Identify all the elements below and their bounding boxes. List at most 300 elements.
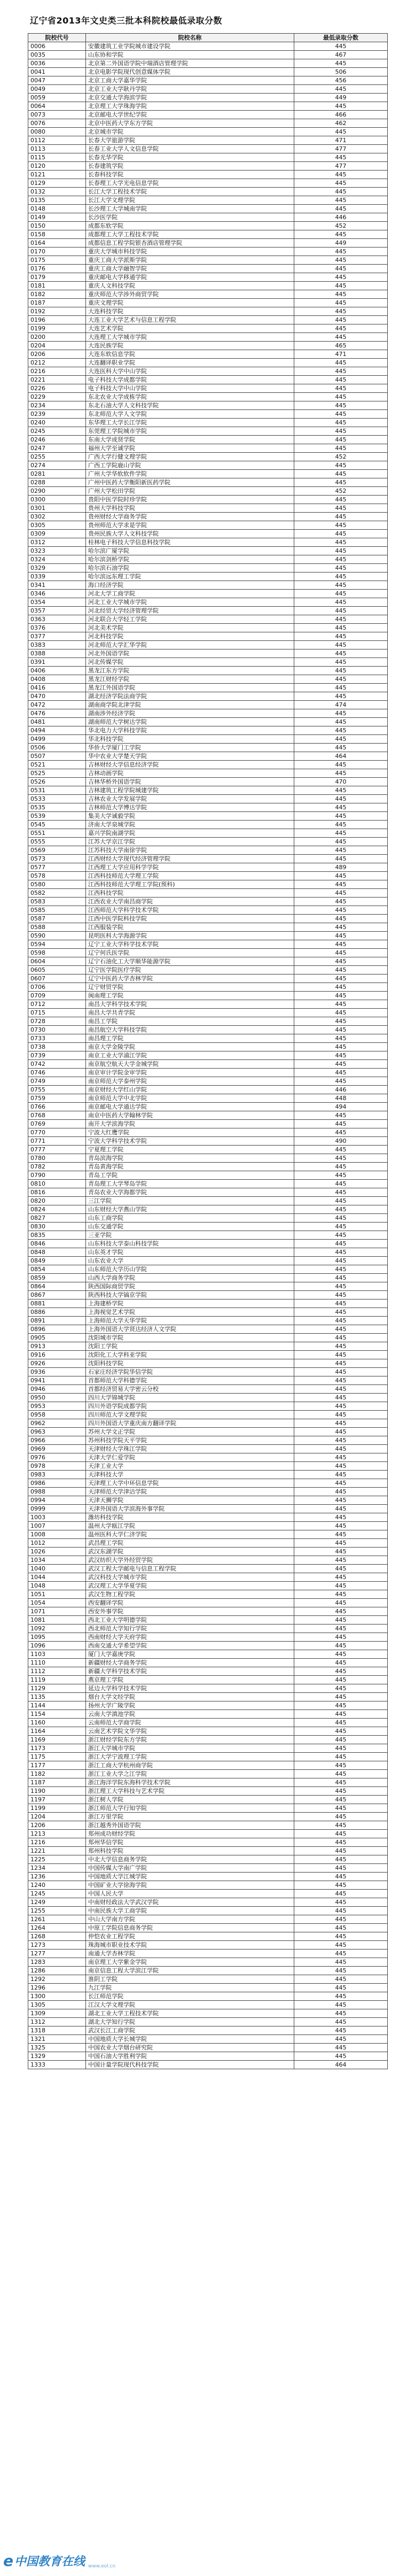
school-name: 青岛滨海学院	[86, 1154, 294, 1163]
school-name: 重庆工商大学派斯学院	[86, 256, 294, 265]
table-row	[28, 2052, 388, 2061]
table-row	[28, 222, 388, 230]
table-row	[28, 1137, 388, 1146]
admission-score-table	[28, 33, 388, 2069]
table-row	[28, 376, 388, 384]
table-row	[28, 94, 388, 102]
school-code: 0472	[28, 701, 86, 709]
min-score: 445	[294, 171, 388, 179]
min-score: 445	[294, 1975, 388, 1984]
school-code: 0706	[28, 983, 86, 992]
school-code: 0323	[28, 547, 86, 555]
school-code: 0712	[28, 1000, 86, 1009]
min-score: 445	[294, 898, 388, 906]
school-name: 桂林电子科技大学信息科技学院	[86, 538, 294, 547]
school-name: 武汉东湖学院	[86, 1548, 294, 1556]
school-name: 河北工业大学城市学院	[86, 598, 294, 607]
table-row	[28, 1445, 388, 1453]
school-name: 江苏科技大学南徐学院	[86, 846, 294, 855]
school-name: 北京邮电大学世纪学院	[86, 111, 294, 119]
table-row	[28, 940, 388, 949]
school-code: 0229	[28, 393, 86, 401]
table-row	[28, 966, 388, 974]
min-score: 445	[294, 205, 388, 213]
min-score: 445	[294, 1753, 388, 1761]
school-name: 大连医科大学中山学院	[86, 367, 294, 376]
min-score: 445	[294, 1120, 388, 1128]
table-row	[28, 324, 388, 333]
min-score: 445	[294, 359, 388, 367]
school-name: 江西中医学院科技学院	[86, 915, 294, 923]
school-code: 1240	[28, 1881, 86, 1890]
school-name: 集美大学诚毅学院	[86, 812, 294, 821]
table-row	[28, 761, 388, 769]
school-name: 东北石油大学人文科技学院	[86, 401, 294, 410]
school-code: 0341	[28, 581, 86, 590]
table-row	[28, 1890, 388, 1898]
table-row	[28, 496, 388, 504]
table-row	[28, 145, 388, 153]
school-code: 0770	[28, 1128, 86, 1137]
school-code: 1119	[28, 1676, 86, 1684]
min-score: 445	[294, 1299, 388, 1308]
school-code: 1333	[28, 2061, 86, 2069]
min-score: 445	[294, 1565, 388, 1573]
school-name: 辽宁财贸学院	[86, 983, 294, 992]
table-row	[28, 1205, 388, 1214]
table-row	[28, 1778, 388, 1787]
school-code: 1103	[28, 1650, 86, 1659]
min-score: 445	[294, 1214, 388, 1223]
table-row	[28, 230, 388, 239]
school-code: 0539	[28, 812, 86, 821]
min-score: 445	[294, 709, 388, 718]
school-code: 0605	[28, 966, 86, 974]
min-score: 445	[294, 735, 388, 744]
min-score: 445	[294, 1530, 388, 1539]
table-row	[28, 1505, 388, 1513]
school-code: 0312	[28, 538, 86, 547]
school-code: 0780	[28, 1154, 86, 1163]
school-code: 1199	[28, 1804, 86, 1813]
min-score: 445	[294, 2026, 388, 2035]
table-row	[28, 1325, 388, 1334]
min-score: 445	[294, 1727, 388, 1736]
school-name: 广州大学松田学院	[86, 487, 294, 496]
table-row	[28, 581, 388, 590]
table-row	[28, 812, 388, 821]
school-name: 华中农业大学楚天学院	[86, 752, 294, 761]
min-score: 445	[294, 1847, 388, 1855]
school-name: 上海建桥学院	[86, 1299, 294, 1308]
school-name: 宁波大红鹰学院	[86, 1128, 294, 1137]
table-row	[28, 1727, 388, 1736]
school-code: 0120	[28, 162, 86, 171]
logo-icon: e	[3, 2551, 13, 2570]
school-code: 1051	[28, 1590, 86, 1599]
table-row	[28, 863, 388, 872]
table-row	[28, 85, 388, 94]
school-name: 沈阳城市学院	[86, 1334, 294, 1342]
min-score: 445	[294, 769, 388, 778]
school-code: 0196	[28, 316, 86, 324]
school-name: 湖南商学院北津学院	[86, 701, 294, 709]
school-code: 1309	[28, 2009, 86, 2018]
table-row	[28, 1667, 388, 1676]
table-row	[28, 1248, 388, 1257]
school-code: 1071	[28, 1607, 86, 1616]
min-score: 445	[294, 324, 388, 333]
school-name: 西南财经大学天府学院	[86, 1633, 294, 1642]
min-score: 445	[294, 1633, 388, 1642]
school-name: 四川师范大学文理学院	[86, 1411, 294, 1419]
school-name: 黑龙江财经学院	[86, 675, 294, 684]
school-name: 九江学院	[86, 1984, 294, 1992]
min-score: 474	[294, 701, 388, 709]
table-row	[28, 641, 388, 649]
table-row	[28, 1000, 388, 1009]
school-code: 1187	[28, 1778, 86, 1787]
school-code: 0274	[28, 461, 86, 470]
min-score: 445	[294, 2052, 388, 2061]
school-name: 燕京理工学院	[86, 1676, 294, 1684]
table-row	[28, 1941, 388, 1950]
school-code: 1264	[28, 1924, 86, 1932]
school-name: 湖南师范大学树达学院	[86, 718, 294, 726]
school-code: 0881	[28, 1299, 86, 1308]
school-code: 0848	[28, 1248, 86, 1257]
min-score: 445	[294, 829, 388, 838]
school-code: 0506	[28, 744, 86, 752]
school-name: 郑州成功财经学院	[86, 1830, 294, 1838]
school-code: 1225	[28, 1855, 86, 1864]
table-row	[28, 1496, 388, 1505]
table-row	[28, 1582, 388, 1590]
min-score: 445	[294, 513, 388, 521]
school-name: 哈尔滨广厦学院	[86, 547, 294, 555]
school-code: 0036	[28, 59, 86, 68]
table-row	[28, 171, 388, 179]
school-code: 0766	[28, 1103, 86, 1111]
school-code: 0969	[28, 1445, 86, 1453]
school-name: 南昌航空大学科技学院	[86, 1026, 294, 1034]
min-score: 449	[294, 239, 388, 247]
school-name: 浙江理工大学科技与艺术学院	[86, 1787, 294, 1796]
min-score: 445	[294, 2035, 388, 2044]
min-score: 445	[294, 307, 388, 316]
table-row	[28, 1086, 388, 1094]
school-code: 0545	[28, 821, 86, 829]
min-score: 446	[294, 213, 388, 222]
table-row	[28, 487, 388, 496]
min-score: 445	[294, 889, 388, 898]
table-row	[28, 846, 388, 855]
table-row	[28, 1590, 388, 1599]
school-name: 华侨大学厦门工学院	[86, 744, 294, 752]
table-row	[28, 1257, 388, 1265]
school-name: 中国地质大学江城学院	[86, 1873, 294, 1881]
school-name: 河北联合大学轻工学院	[86, 615, 294, 624]
min-score: 445	[294, 803, 388, 812]
min-score: 452	[294, 222, 388, 230]
table-row	[28, 1650, 388, 1659]
school-code: 0300	[28, 496, 86, 504]
school-code: 0192	[28, 307, 86, 316]
school-name: 天津外国语大学滨海外事学院	[86, 1505, 294, 1513]
school-code: 1273	[28, 1941, 86, 1950]
min-score: 445	[294, 1282, 388, 1291]
min-score: 445	[294, 1941, 388, 1950]
school-code: 0377	[28, 632, 86, 641]
table-row	[28, 1359, 388, 1368]
school-code: 0006	[28, 42, 86, 51]
school-name: 宁波大学科学技术学院	[86, 1137, 294, 1146]
school-code: 0978	[28, 1462, 86, 1471]
table-row	[28, 1855, 388, 1864]
table-row	[28, 1616, 388, 1624]
school-name: 江西农业大学南昌商学院	[86, 898, 294, 906]
school-name: 北京中医药大学东方学院	[86, 119, 294, 128]
table-row	[28, 1009, 388, 1017]
min-score: 471	[294, 350, 388, 359]
table-row	[28, 992, 388, 1000]
school-name: 珠海城市职业技术学院	[86, 1941, 294, 1950]
table-row	[28, 1530, 388, 1539]
min-score: 445	[294, 333, 388, 342]
school-code: 0187	[28, 299, 86, 307]
min-score: 445	[294, 1659, 388, 1667]
table-row	[28, 2018, 388, 2026]
school-code: 0790	[28, 1171, 86, 1180]
min-score: 445	[294, 1411, 388, 1419]
min-score: 445	[294, 632, 388, 641]
min-score: 445	[294, 444, 388, 453]
min-score: 445	[294, 1317, 388, 1325]
table-row	[28, 427, 388, 436]
school-name: 武汉科技大学城市学院	[86, 1573, 294, 1582]
min-score: 445	[294, 1992, 388, 2001]
table-row	[28, 205, 388, 213]
table-row	[28, 1539, 388, 1548]
table-row	[28, 1453, 388, 1462]
school-name: 浙江财经学院东方学院	[86, 1736, 294, 1744]
table-row	[28, 821, 388, 829]
table-row	[28, 778, 388, 786]
school-code: 0346	[28, 590, 86, 598]
table-row	[28, 769, 388, 778]
school-code: 0073	[28, 111, 86, 119]
min-score: 445	[294, 1701, 388, 1710]
min-score: 445	[294, 1770, 388, 1778]
table-row	[28, 1479, 388, 1488]
school-name: 武汉长江工商学院	[86, 2026, 294, 2035]
school-code: 0738	[28, 1043, 86, 1051]
school-name: 东华理工大学长江学院	[86, 419, 294, 427]
table-row	[28, 1402, 388, 1411]
school-code: 0824	[28, 1205, 86, 1214]
min-score: 445	[294, 1453, 388, 1462]
school-code: 1044	[28, 1573, 86, 1582]
min-score: 445	[294, 855, 388, 863]
school-code: 1221	[28, 1847, 86, 1855]
school-code: 0309	[28, 530, 86, 538]
table-row	[28, 915, 388, 923]
school-code: 0891	[28, 1317, 86, 1325]
table-row	[28, 1958, 388, 1967]
min-score: 445	[294, 401, 388, 410]
school-code: 0470	[28, 692, 86, 701]
min-score: 445	[294, 1898, 388, 1907]
min-score: 445	[294, 316, 388, 324]
table-row	[28, 1197, 388, 1205]
table-row	[28, 453, 388, 461]
school-code: 0936	[28, 1368, 86, 1376]
school-code: 1012	[28, 1539, 86, 1548]
table-row	[28, 632, 388, 641]
table-row	[28, 1556, 388, 1565]
table-row	[28, 333, 388, 342]
table-row	[28, 316, 388, 324]
school-name: 武汉工程大学邮电与信息工程学院	[86, 1565, 294, 1573]
table-row	[28, 1274, 388, 1282]
school-name: 广西工学院鹿山学院	[86, 461, 294, 470]
header-code: 院校代号	[28, 34, 86, 42]
school-code: 0580	[28, 880, 86, 889]
min-score: 445	[294, 59, 388, 68]
school-code: 1261	[28, 1915, 86, 1924]
school-code: 1216	[28, 1838, 86, 1847]
min-score: 445	[294, 547, 388, 555]
school-code: 0376	[28, 624, 86, 632]
min-score: 445	[294, 1171, 388, 1180]
table-row	[28, 1701, 388, 1710]
min-score: 445	[294, 1838, 388, 1847]
school-code: 1135	[28, 1693, 86, 1701]
school-code: 1292	[28, 1975, 86, 1984]
school-name: 中北大学信息商务学院	[86, 1855, 294, 1864]
table-row	[28, 1291, 388, 1299]
min-score: 445	[294, 1573, 388, 1582]
school-code: 1173	[28, 1744, 86, 1753]
school-name: 天津科技大学	[86, 1471, 294, 1479]
min-score: 467	[294, 51, 388, 59]
table-row	[28, 1984, 388, 1992]
school-code: 0129	[28, 179, 86, 188]
school-name: 江西师范大学科学技术学院	[86, 906, 294, 915]
min-score: 445	[294, 1402, 388, 1411]
school-code: 1255	[28, 1907, 86, 1915]
school-code: 0521	[28, 761, 86, 769]
school-name: 广州中医药大学衡阳新医药学院	[86, 478, 294, 487]
school-code: 0383	[28, 641, 86, 649]
min-score: 445	[294, 504, 388, 513]
school-name: 上海视觉艺术学院	[86, 1308, 294, 1317]
school-code: 0179	[28, 273, 86, 282]
school-code: 1325	[28, 2044, 86, 2052]
school-name: 温州医科大学仁济学院	[86, 1530, 294, 1539]
table-row	[28, 1513, 388, 1522]
school-name: 长沙理工大学城南学院	[86, 205, 294, 213]
school-code: 0476	[28, 709, 86, 718]
school-name: 辽宁石油化工大学顺华能源学院	[86, 957, 294, 966]
table-row	[28, 1915, 388, 1924]
school-code: 1305	[28, 2001, 86, 2009]
min-score: 445	[294, 555, 388, 564]
school-name: 中原工学院信息商务学院	[86, 1924, 294, 1932]
min-score: 445	[294, 1060, 388, 1069]
table-row	[28, 350, 388, 359]
min-score: 445	[294, 2009, 388, 2018]
school-code: 1026	[28, 1548, 86, 1556]
school-name: 成都信息工程学院银杏酒店管理学院	[86, 239, 294, 247]
table-row	[28, 1821, 388, 1830]
school-code: 0988	[28, 1488, 86, 1496]
school-name: 三江学院	[86, 1197, 294, 1205]
school-name: 中国石油大学胜利学院	[86, 2052, 294, 2061]
table-row	[28, 136, 388, 145]
school-name: 长春光华学院	[86, 153, 294, 162]
school-name: 新疆财经大学商务学院	[86, 1659, 294, 1667]
school-code: 0999	[28, 1505, 86, 1513]
table-row	[28, 1924, 388, 1932]
min-score: 445	[294, 538, 388, 547]
min-score: 445	[294, 1462, 388, 1471]
school-code: 0076	[28, 119, 86, 128]
school-code: 0588	[28, 923, 86, 932]
min-score: 445	[294, 1650, 388, 1659]
min-score: 445	[294, 1787, 388, 1796]
table-row	[28, 1043, 388, 1051]
school-code: 1003	[28, 1513, 86, 1522]
school-name: 西南交通大学希望学院	[86, 1642, 294, 1650]
school-code: 0854	[28, 1265, 86, 1274]
table-row	[28, 1599, 388, 1607]
table-row	[28, 949, 388, 957]
min-score: 462	[294, 119, 388, 128]
table-row	[28, 2009, 388, 2018]
school-name: 西北工业大学明德学院	[86, 1616, 294, 1624]
table-row	[28, 478, 388, 487]
table-row	[28, 726, 388, 735]
min-score: 445	[294, 932, 388, 940]
min-score: 445	[294, 1830, 388, 1838]
header-name: 院校名称	[86, 34, 294, 42]
school-name: 长春大学旅游学院	[86, 136, 294, 145]
school-code: 0481	[28, 718, 86, 726]
school-name: 大连民族学院	[86, 342, 294, 350]
min-score: 445	[294, 1548, 388, 1556]
school-code: 1236	[28, 1873, 86, 1881]
school-code: 0113	[28, 145, 86, 153]
table-row	[28, 1299, 388, 1308]
table-row	[28, 1411, 388, 1419]
school-code: 0846	[28, 1240, 86, 1248]
table-row	[28, 2044, 388, 2052]
school-name: 江西服装学院	[86, 923, 294, 932]
school-code: 0755	[28, 1086, 86, 1094]
school-code: 0958	[28, 1411, 86, 1419]
min-score: 445	[294, 265, 388, 273]
table-row	[28, 923, 388, 932]
school-name: 四川外国语大学重庆南方翻译学院	[86, 1419, 294, 1428]
min-score: 445	[294, 1436, 388, 1445]
school-name: 长春理工大学光电信息学院	[86, 179, 294, 188]
min-score: 445	[294, 1616, 388, 1624]
school-code: 0896	[28, 1325, 86, 1334]
table-row	[28, 2026, 388, 2035]
min-score: 445	[294, 1077, 388, 1086]
min-score: 445	[294, 2044, 388, 2052]
